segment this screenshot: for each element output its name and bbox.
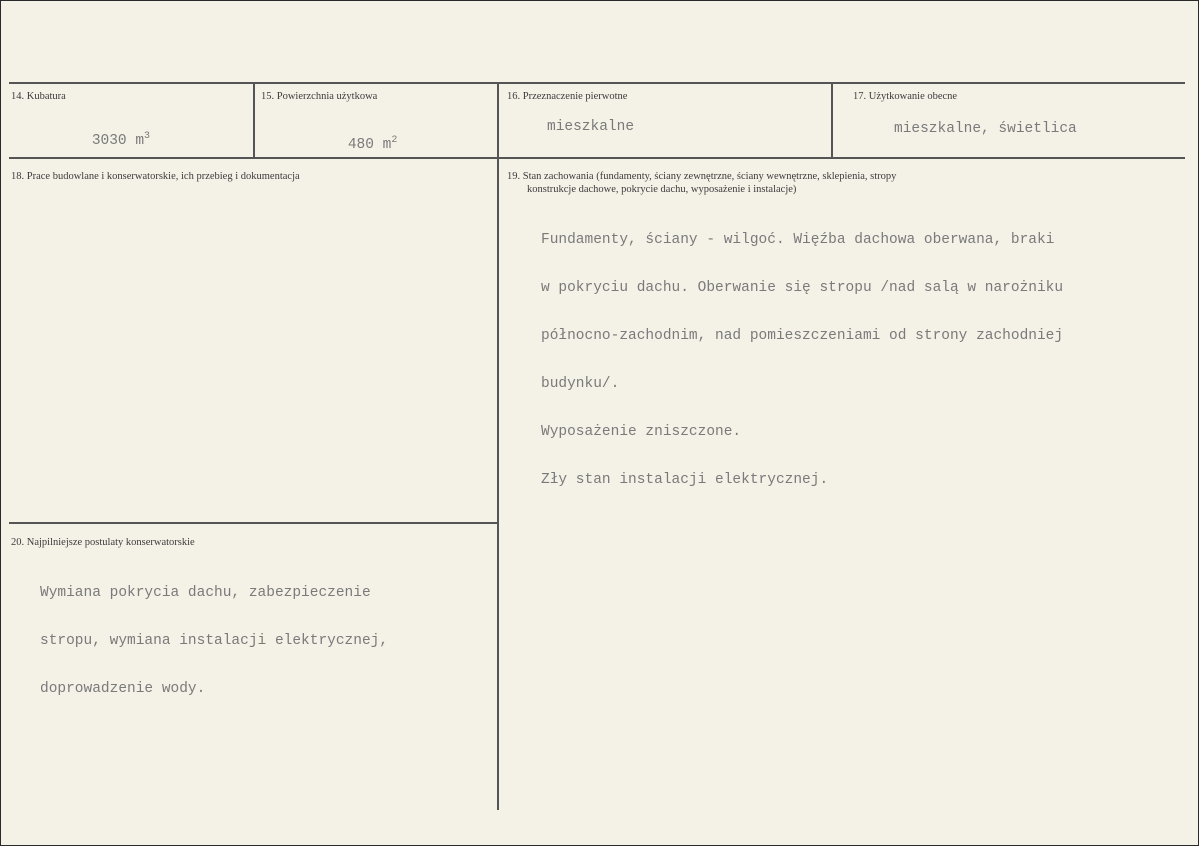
field-17-value: mieszkalne, świetlica: [894, 121, 1077, 137]
field-20-line: Wymiana pokrycia dachu, zabezpieczenie: [40, 585, 371, 601]
field-20-rule: [9, 522, 497, 524]
field-19-line: Wyposażenie zniszczone.: [541, 424, 742, 440]
field-17-label: 17. Użytkowanie obecne: [853, 91, 958, 102]
field-16-label: 16. Przeznaczenie pierwotne: [507, 91, 628, 102]
top-rule: [9, 82, 1185, 84]
field-14-number: 3030: [91, 132, 127, 149]
field-19-text: [541, 200, 1063, 520]
field-19-line: północno-zachodnim, nad pomieszczeniami od strony zachodniej: [541, 328, 1064, 344]
field-20-label: 20. Najpilniejsze postulaty konserwatorskie: [11, 537, 195, 548]
field-16-value: mieszkalne: [547, 119, 635, 135]
field-20-line: doprowadzenie wody.: [40, 681, 206, 697]
divider-center: [497, 82, 499, 810]
row-rule: [9, 157, 1185, 159]
field-14-value: [57, 113, 150, 165]
field-15-exponent: 2: [391, 135, 398, 146]
field-15-label: 15. Powierzchnia użytkowa: [261, 91, 378, 102]
field-19-label-line: konstrukcje dachowe, pokrycie dachu, wyposażenie i instalacje): [527, 184, 797, 195]
field-15-unit: m: [382, 136, 392, 153]
field-14-unit: m: [135, 132, 145, 149]
field-15-value: [313, 117, 397, 169]
field-15-number: 480: [347, 136, 374, 153]
field-19-line: Fundamenty, ściany - wilgoć. Więźba dachowa oberwana, braki: [541, 232, 1055, 248]
divider-16-17: [831, 82, 833, 157]
field-14-label: 14. Kubatura: [11, 91, 66, 102]
field-14-exponent: 3: [144, 131, 151, 142]
field-19-line: Zły stan instalacji elektrycznej.: [541, 472, 829, 488]
field-19-label-line: 19. Stan zachowania (fundamenty, ściany zewnętrzne, ściany wewnętrzne, sklepienia, stropy: [507, 171, 897, 182]
field-18-label: 18. Prace budowlane i konserwatorskie, ich przebieg i dokumentacja: [11, 171, 300, 182]
field-20-text: [40, 553, 388, 729]
field-19-label: [507, 170, 896, 196]
field-19-line: budynku/.: [541, 376, 620, 392]
field-19-line: w pokryciu dachu. Oberwanie się stropu /nad salą w narożniku: [541, 280, 1064, 296]
field-20-line: stropu, wymiana instalacji elektrycznej,: [40, 633, 389, 649]
divider-14-15: [253, 82, 255, 157]
